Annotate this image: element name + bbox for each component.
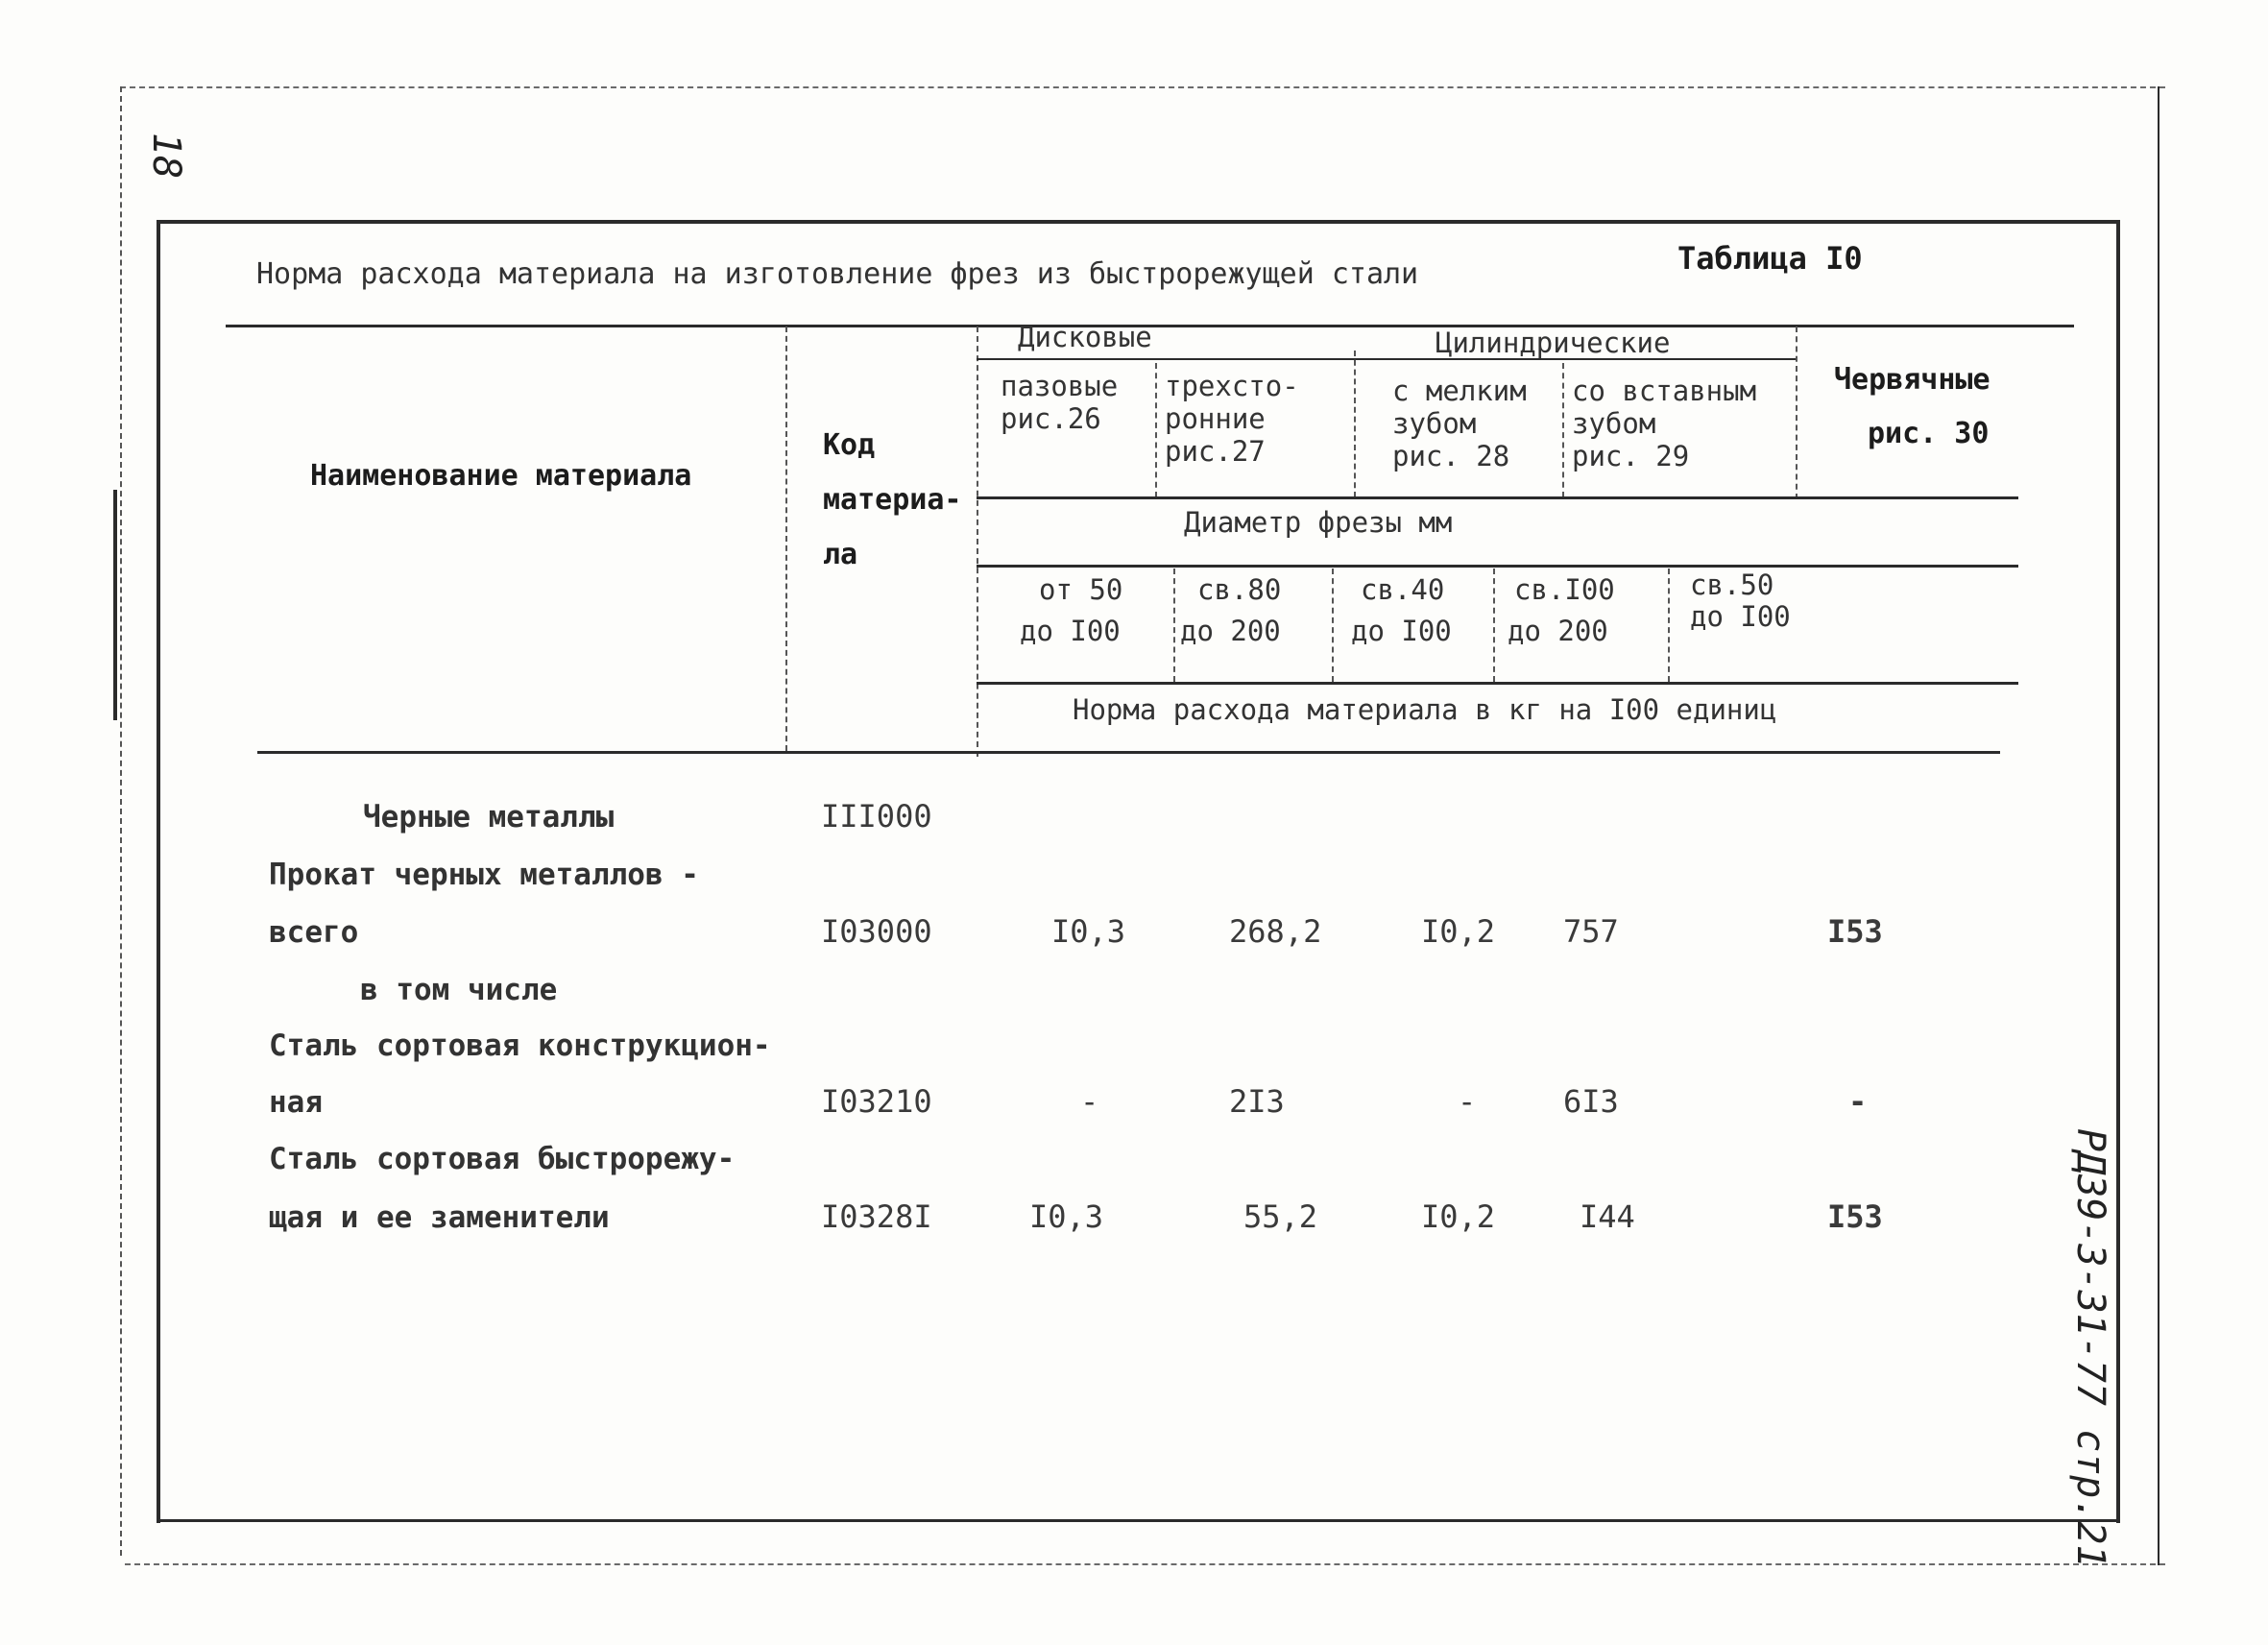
value-small-tooth: I0,2: [1421, 913, 1496, 950]
outer-frame-bottom: [125, 1563, 2165, 1565]
header-diameter: Диаметр фрезы мм: [1184, 506, 1453, 539]
row-label: всего: [269, 915, 359, 950]
value-worm: I53: [1827, 913, 1883, 950]
value-small-tooth: -: [1458, 1083, 1477, 1120]
divider-small-insert: [1562, 363, 1564, 497]
value-worm: -: [1848, 1083, 1868, 1120]
value-slot: -: [1080, 1083, 1099, 1120]
line-under-types: [977, 496, 2018, 499]
value-three-sided: 268,2: [1229, 913, 1322, 950]
row-label-ferrous-metals: Черные металлы: [363, 800, 615, 835]
row-label-structural-steel: Сталь сортовая конструкцион-: [269, 1028, 771, 1063]
value-small-tooth: I0,2: [1421, 1198, 1496, 1235]
divider-range-2: [1332, 568, 1334, 682]
outer-frame-top: [120, 86, 2165, 88]
header-norm: Норма расхода материала в кг на I00 единиц: [1073, 693, 1777, 726]
row-code: I03000: [821, 913, 932, 950]
outer-frame-left: [120, 86, 122, 1556]
value-insert-tooth: 757: [1563, 913, 1619, 950]
row-label-including: в том числе: [360, 973, 558, 1007]
divider-code-values: [977, 327, 978, 757]
header-disk: Дисковые: [1018, 321, 1152, 353]
header-material-name: Наименование материала: [310, 459, 692, 493]
frame-top: [157, 220, 2120, 224]
row-label: ная: [269, 1085, 323, 1120]
table-title: Норма расхода материала на изготовление фрез из быстрорежущей стали: [256, 257, 1419, 291]
row-code: I0328I: [821, 1198, 932, 1235]
value-insert-tooth: 6I3: [1563, 1083, 1619, 1120]
row-code: I03210: [821, 1083, 932, 1120]
row-code-ferrous-metals: III000: [821, 798, 932, 835]
value-slot: I0,3: [1051, 913, 1126, 950]
divider-slot-three: [1155, 363, 1157, 497]
table-label: Таблица I0: [1677, 240, 1863, 277]
divider-range-3: [1493, 568, 1495, 682]
row-label-high-speed-steel: Сталь сортовая быстрорежу-: [269, 1142, 736, 1176]
outer-frame-right: [2158, 86, 2159, 1565]
divider-range-1: [1173, 568, 1175, 682]
value-three-sided: 55,2: [1243, 1198, 1318, 1235]
row-label: щая и ее заменители: [269, 1200, 610, 1235]
binding-mark: [113, 490, 117, 720]
line-under-groups: [977, 358, 1796, 360]
value-worm: I53: [1827, 1198, 1883, 1235]
line-above-norm: [977, 682, 2018, 685]
header-cylindrical: Цилиндрические: [1436, 327, 1671, 359]
divider-name-code: [785, 327, 787, 751]
divider-range-4: [1668, 568, 1670, 682]
divider-disk-cyl: [1354, 351, 1356, 497]
value-three-sided: 2I3: [1229, 1083, 1285, 1120]
value-slot: I0,3: [1029, 1198, 1104, 1235]
frame-right: [2116, 220, 2120, 1523]
value-insert-tooth: I44: [1580, 1198, 1635, 1235]
row-label-rolled-ferrous: Прокат черных металлов -: [269, 858, 699, 892]
divider-worm: [1796, 327, 1798, 499]
header-bottom-line: [257, 751, 2000, 754]
document-code: РД39-3-31-77 стр.21: [2068, 1128, 2112, 1568]
page-number: 18: [144, 133, 188, 180]
frame-bottom: [157, 1519, 2120, 1522]
frame-left: [157, 220, 160, 1523]
line-under-diameter: [977, 565, 2018, 568]
